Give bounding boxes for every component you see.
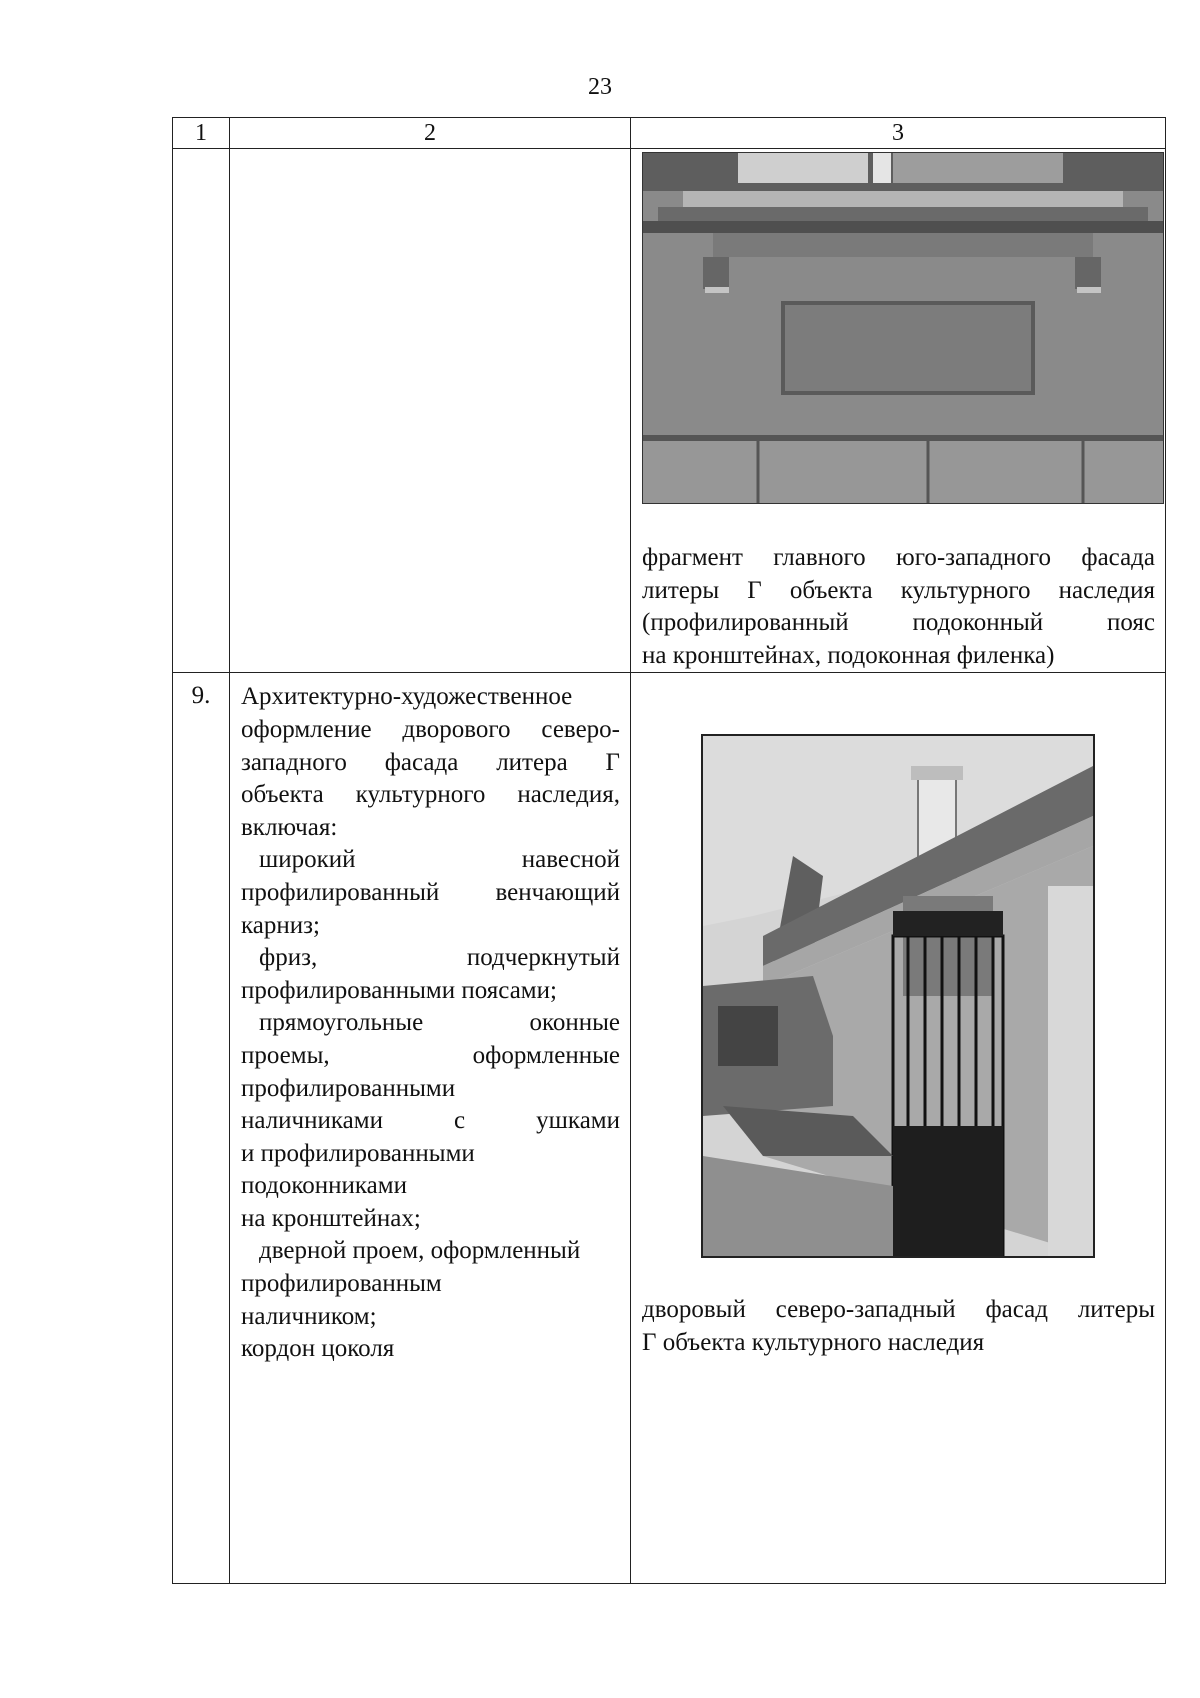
row-number	[173, 149, 229, 155]
description-line: Архитектурно-художественное	[241, 683, 573, 711]
row-number-cell	[173, 149, 230, 673]
description-line: профилированным	[241, 1270, 442, 1298]
description-line: дверной проем, оформленный	[259, 1237, 581, 1265]
description-line: профилированными	[241, 1074, 456, 1102]
description-cell	[230, 673, 631, 1584]
description-cell	[230, 149, 631, 673]
element-description	[230, 673, 630, 1365]
caption-line: на кронштейнах, подоконная филенка)	[642, 641, 1055, 669]
page-number: 23	[588, 74, 612, 100]
description-line: прямоугольные оконные	[259, 1009, 620, 1037]
description-line: оформление дворового северо-	[241, 715, 620, 743]
photo-caption-2	[631, 1294, 1165, 1359]
caption-line: дворовый северо-западный фасад литеры	[642, 1296, 1155, 1324]
table-header-row	[173, 118, 1166, 149]
heritage-elements-table	[172, 117, 1166, 1584]
description-line: включая:	[241, 813, 338, 841]
column-header-3: 3	[631, 118, 1166, 149]
column-header-2: 2	[230, 118, 631, 149]
description-line: кордон цоколя	[241, 1335, 395, 1363]
photo-caption-1	[631, 542, 1165, 672]
photo-cell	[631, 673, 1166, 1584]
description-line: проемы, оформленные	[241, 1041, 620, 1069]
description-line: наличником;	[241, 1302, 377, 1330]
photo-cell	[631, 149, 1166, 673]
description-line: широкий навесной	[259, 846, 620, 874]
column-header-1: 1	[173, 118, 230, 149]
courtyard-facade-photo	[701, 734, 1095, 1258]
description-line: карниз;	[241, 911, 320, 939]
table-row	[173, 673, 1166, 1584]
caption-line: литеры Г объекта культурного наследия	[642, 576, 1155, 604]
description-line: на кронштейнах;	[241, 1204, 421, 1232]
caption-line: фрагмент главного юго-западного фасада	[642, 544, 1155, 571]
description-line: фриз, подчеркнутый	[259, 944, 620, 972]
description-line: профилированными поясами;	[241, 976, 557, 1004]
table-row	[173, 149, 1166, 673]
description-line: подоконниками	[241, 1172, 407, 1200]
description-line: профилированный венчающий	[241, 878, 620, 906]
row-number: 9.	[191, 682, 211, 710]
caption-line: Г объекта культурного наследия	[642, 1328, 985, 1356]
description-line: объекта культурного наследия,	[241, 781, 620, 809]
facade-fragment-photo	[642, 152, 1164, 504]
description-line: и профилированными	[241, 1139, 475, 1167]
description-line: наличниками с ушками	[241, 1107, 620, 1135]
description-line: западного фасада литера Г	[241, 748, 620, 776]
row-number-cell	[173, 673, 230, 1584]
caption-line: (профилированный подоконный пояс	[642, 609, 1155, 637]
